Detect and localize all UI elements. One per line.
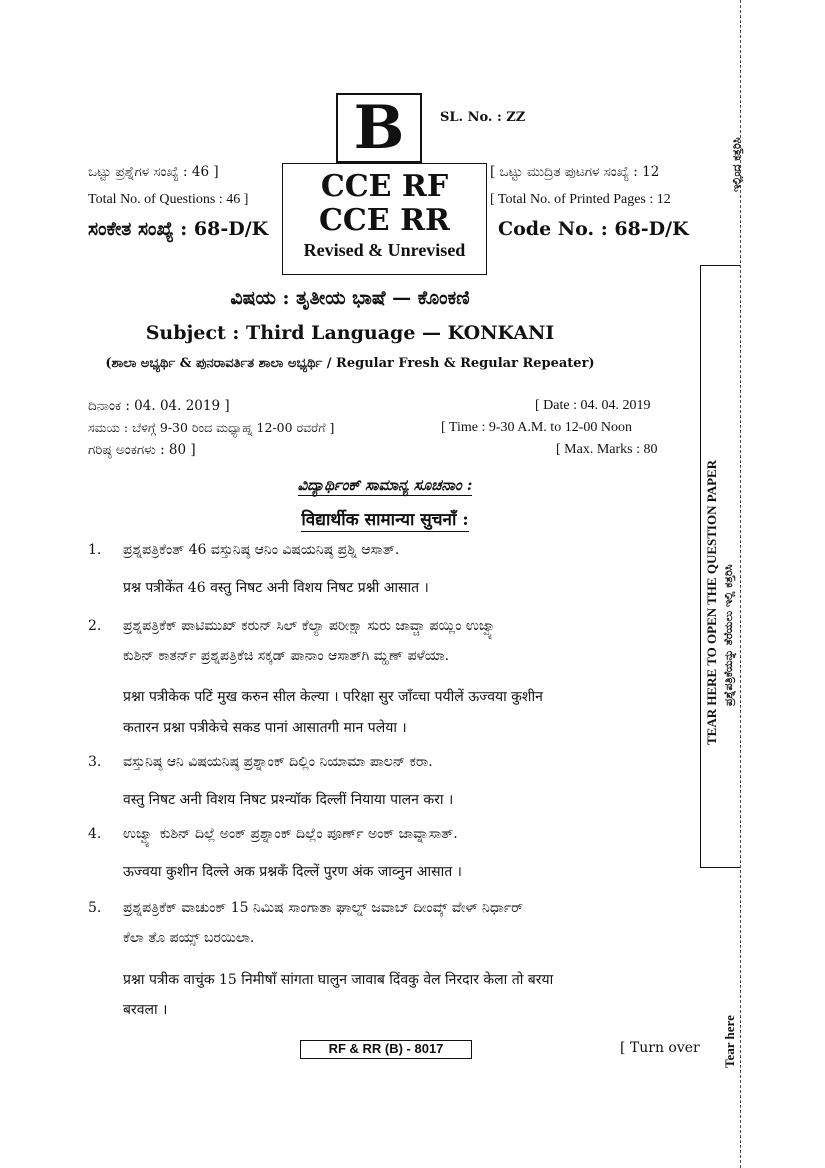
code-number-kn: ಸಂಕೇತ ಸಂಖ್ಯೆ : 68-D/K <box>88 218 269 240</box>
instruction-number: 1. <box>88 542 102 558</box>
instruction-kn-cont: ಕೆಲಾ ತೊ ಪಯ್ಸ್ ಬರಯಿಲಾ. <box>123 930 255 946</box>
subject-en: Subject : Third Language — KONKANI <box>145 322 555 344</box>
serial-number: SL. No. : ZZ <box>440 110 526 125</box>
series-letter: B <box>336 93 422 163</box>
instruction-number: 3. <box>88 754 102 770</box>
date-kn: ದಿನಾಂಕ : 04. 04. 2019 ] <box>88 398 230 414</box>
instruction-dev: ऊज्वया कुशीन दिल्ले अक प्रश्नकँ दिल्लें पुरण अंक जाव्नुन आसात । <box>123 864 462 880</box>
instruction-dev-cont: बरवला । <box>123 1002 168 1018</box>
time-en: [ Time : 9-30 A.M. to 12-00 Noon <box>441 420 632 435</box>
total-questions-en: Total No. of Questions : 46 ] <box>88 192 249 207</box>
tear-instruction-en: TEAR HERE TO OPEN THE QUESTION PAPER <box>704 459 719 745</box>
instruction-kn: ಪ್ರಶ್ನಪತ್ರಿಕೆಂತ್ 46 ವಸ್ತುನಿಷ್ಠ ಆನಿಂ ವಿಷಯನಿಷ್ಠ ಪ್ರಶ್ನಿ ಆಸಾತ್. <box>123 542 400 558</box>
marks-kn: ಗರಿಷ್ಠ ಅಂಕಗಳು : 80 ] <box>88 442 196 458</box>
instruction-dev: प्रश्ना पत्रीक वाचुंक 15 निमीषाँ सांगता घालुन जावाब दिंवकु वेल निरदार केला तो बरया <box>123 972 554 988</box>
printed-pages-kn: [ ಒಟ್ಟು ಮುದ್ರಿತ ಪುಟಗಳ ಸಂಖ್ಯೆ : 12 <box>490 164 660 180</box>
cce-box <box>282 163 487 275</box>
instruction-kn: ವಸ್ತುನಿಷ್ಠ ಆನಿ ವಿಷಯನಿಷ್ಠ ಪ್ರಶ್ನಾಂಕ್ ದಿಲ್ಲಿಂ ನಿಯಾಮಾ ಪಾಲನ್ ಕರಾ. <box>123 754 433 770</box>
printed-pages-en: [ Total No. of Printed Pages : 12 <box>490 192 671 207</box>
paper-code: RF & RR (B) - 8017 <box>300 1040 472 1059</box>
instruction-dev-cont: कतारन प्रश्ना पत्रीकेचे सकड पानां आसातगी मान पलेया । <box>123 720 407 736</box>
instruction-kn: ಉಜ್ವ್ಯಾ ಕುಶಿನ್ ದಿಲ್ಲೆ ಅಂಕ್ ಪ್ರಶ್ನಾಂಕ್ ದಿಲ್ಲೆಂ ಪೂರ್ಣ್ ಅಂಕ್ ಜಾವ್ನಾಸಾತ್. <box>123 826 458 842</box>
instruction-dev: प्रश्ना पत्रीकेक पटिं मुख करुन सील केल्या । परिक्षा सुर जाँव्चा पयीलें ऊज्वया कुशीन <box>123 689 543 705</box>
instruction-dev: वस्तु निषट अनी विशय निषट प्रश्न्यॉक दिल्लीं नियाया पालन करा । <box>123 792 454 808</box>
turn-over-label: [ Turn over <box>620 1040 700 1056</box>
revised-label: Revised & Unrevised <box>303 240 466 260</box>
date-en: [ Date : 04. 04. 2019 <box>535 398 651 413</box>
total-questions-kn: ಒಟ್ಟು ಪ್ರಶ್ನೆಗಳ ಸಂಖ್ಯೆ : 46 ] <box>88 164 219 180</box>
cce-rf: CCE RF <box>320 169 449 204</box>
cut-here-kn: ಇಲ್ಲಿಂದ ಕತ್ತರಿಸಿ <box>730 137 743 192</box>
subject-kn: ವಿಷಯ : ತೃತೀಯ ಭಾಷೆ — ಕೊಂಕಣಿ <box>230 287 470 309</box>
instruction-number: 4. <box>88 826 102 842</box>
instruction-kn: ಪ್ರಶ್ನಪತ್ರಿಕೆಕ್ ವಾಚುಂಕ್ 15 ನಿಮಿಷ ಸಾಂಗಾತಾ ಘಾಲ್ನ್ ಜವಾಬ್ ದೀಂವ್ಕ್ ವೇಳ್ ನಿರ್ಧಾರ್ <box>123 900 524 916</box>
instruction-dev: प्रश्न पत्रीकेंत 46 वस्तु निषट अनी विशय निषट प्रश्नी आसात । <box>123 580 429 596</box>
tear-instruction-kn: ಪ್ರಶ್ನೆಪತ್ರಿಕೆಯನ್ನು ತೆರೆಯಲು ಇಲ್ಲಿ ಕತ್ತರಿಸಿ <box>722 564 735 706</box>
instructions-heading-kn: ವಿದ್ಯಾರ್ಥಿಂಕ್ ಸಾಮಾನ್ಯ ಸೂಚನಾಂ : <box>297 476 473 494</box>
instruction-kn-cont: ಕುಶಿನ್ ಕಾತರ್ನ್ ಪ್ರಶ್ನಪತ್ರಿಕೆಚಿ ಸಕ್ಕಡ್ ಪಾನಾಂ ಆಸಾತ್‌ಗಿ ಮ್ಹಣ್ ಪಳೆಯಾ. <box>123 648 450 664</box>
cce-rr: CCE RR <box>319 203 450 238</box>
candidate-category: (ಶಾಲಾ ಅಭ್ಯರ್ಥಿ & ಪುನರಾವರ್ತಿತ ಶಾಲಾ ಅಭ್ಯರ್ಥಿ / Regular Fresh & Regular Repeater) <box>105 356 595 371</box>
code-number-en: Code No. : 68-D/K <box>498 218 689 240</box>
instructions-heading-dev: विद्यार्थीक सामान्या सुचनाँ : <box>301 510 469 530</box>
instruction-number: 5. <box>88 900 102 916</box>
instruction-kn: ಪ್ರಶ್ನಪತ್ರಿಕೆಕ್ ಪಾಟಿಮುಖ್ ಕರುನ್ ಸಿಲ್ ಕೆಲ್ಯಾ ಪರೀಕ್ಷಾ ಸುರು ಜಾವ್ಚಾ ಪಯ್ಲಿಂ ಉಜ್ವ್ಯಾ <box>123 618 499 634</box>
instruction-number: 2. <box>88 618 102 634</box>
tear-here-label: Tear here <box>722 1015 737 1068</box>
time-kn: ಸಮಯ : ಬೆಳಿಗ್ಗೆ 9-30 ರಿಂದ ಮಧ್ಯಾಹ್ನ 12-00 ರವರೆಗೆ ] <box>88 420 335 435</box>
marks-en: [ Max. Marks : 80 <box>556 442 658 457</box>
